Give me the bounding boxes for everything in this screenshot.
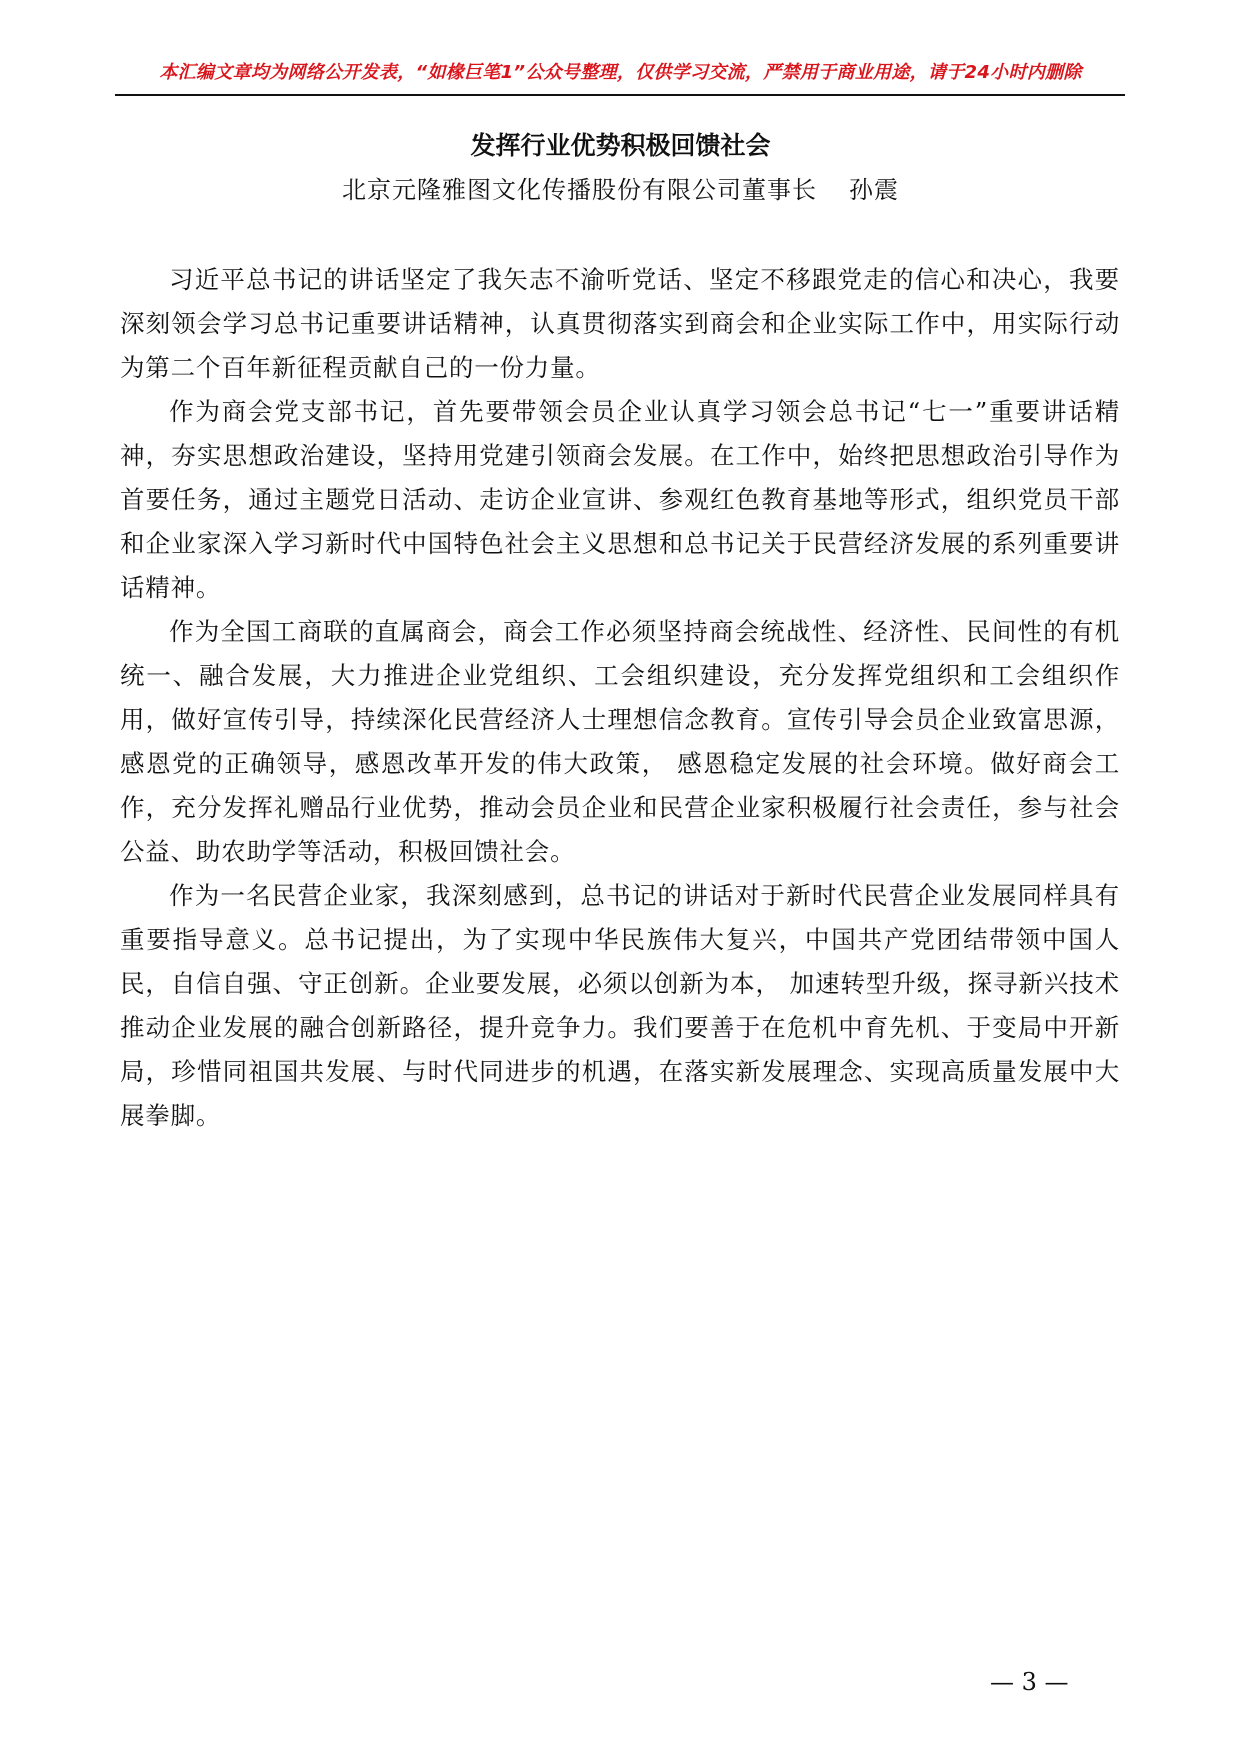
- paragraph: 作为一名民营企业家，我深刻感到，总书记的讲话对于新时代民营企业发展同样具有重要指导意义。总书记提出，为了实现中华民族伟大复兴，中国共产党团结带领中国人民，自信自强、守正创新。企业要发展，必须以创新为本， 加速转型升级，探寻新兴技术推动企业发展的融合创新路径，提升竞争力。我们要善于在危机中育先机、于变局中开新局，珍惜同祖国共发展、与时代同进步的机遇，在落实新发展理念、实现高质量发展中大展拳脚。: [120, 881, 1120, 1130]
- header-banner: 本汇编文章均为网络公开发表，“如椽巨笔1”公众号整理，仅供学习交流，严禁用于商业用途，请于24小时内删除: [159, 62, 1082, 83]
- author-organization: 北京元隆雅图文化传播股份有限公司董事长: [342, 176, 817, 204]
- header-rule: [115, 94, 1125, 96]
- paragraph: 习近平总书记的讲话坚定了我矢志不渝听党话、坚定不移跟党走的信心和决心，我要深刻领会学习总书记重要讲话精神，认真贯彻落实到商会和企业实际工作中，用实际行动为第二个百年新征程贡献自己的一份力量。: [120, 265, 1120, 382]
- document-title: 发挥行业优势积极回馈社会: [470, 131, 771, 160]
- document-body: [120, 258, 1120, 1138]
- author-line: [0, 170, 1241, 205]
- paragraph: 作为全国工商联的直属商会，商会工作必须坚持商会统战性、经济性、民间性的有机统一、融合发展，大力推进企业党组织、工会组织建设，充分发挥党组织和工会组织作用，做好宣传引导，持续深化民营经济人士理想信念教育。宣传引导会员企业致富思源，感恩党的正确领导，感恩改革开发的伟大政策， 感恩稳定发展的社会环境。做好商会工作，充分发挥礼赠品行业优势，推动会员企业和民营企业家积极履行社会责任，参与社会公益、助农助学等活动，积极回馈社会。: [120, 617, 1120, 866]
- page-number: — 3 —: [990, 1668, 1069, 1696]
- author-name: 孙震: [849, 176, 899, 204]
- paragraph: 作为商会党支部书记，首先要带领会员企业认真学习领会总书记“七一”重要讲话精神，夯实思想政治建设，坚持用党建引领商会发展。在工作中，始终把思想政治引导作为首要任务，通过主题党日活动、走访企业宣讲、参观红色教育基地等形式，组织党员干部和企业家深入学习新时代中国特色社会主义思想和总书记关于民营经济发展的系列重要讲话精神。: [120, 397, 1120, 602]
